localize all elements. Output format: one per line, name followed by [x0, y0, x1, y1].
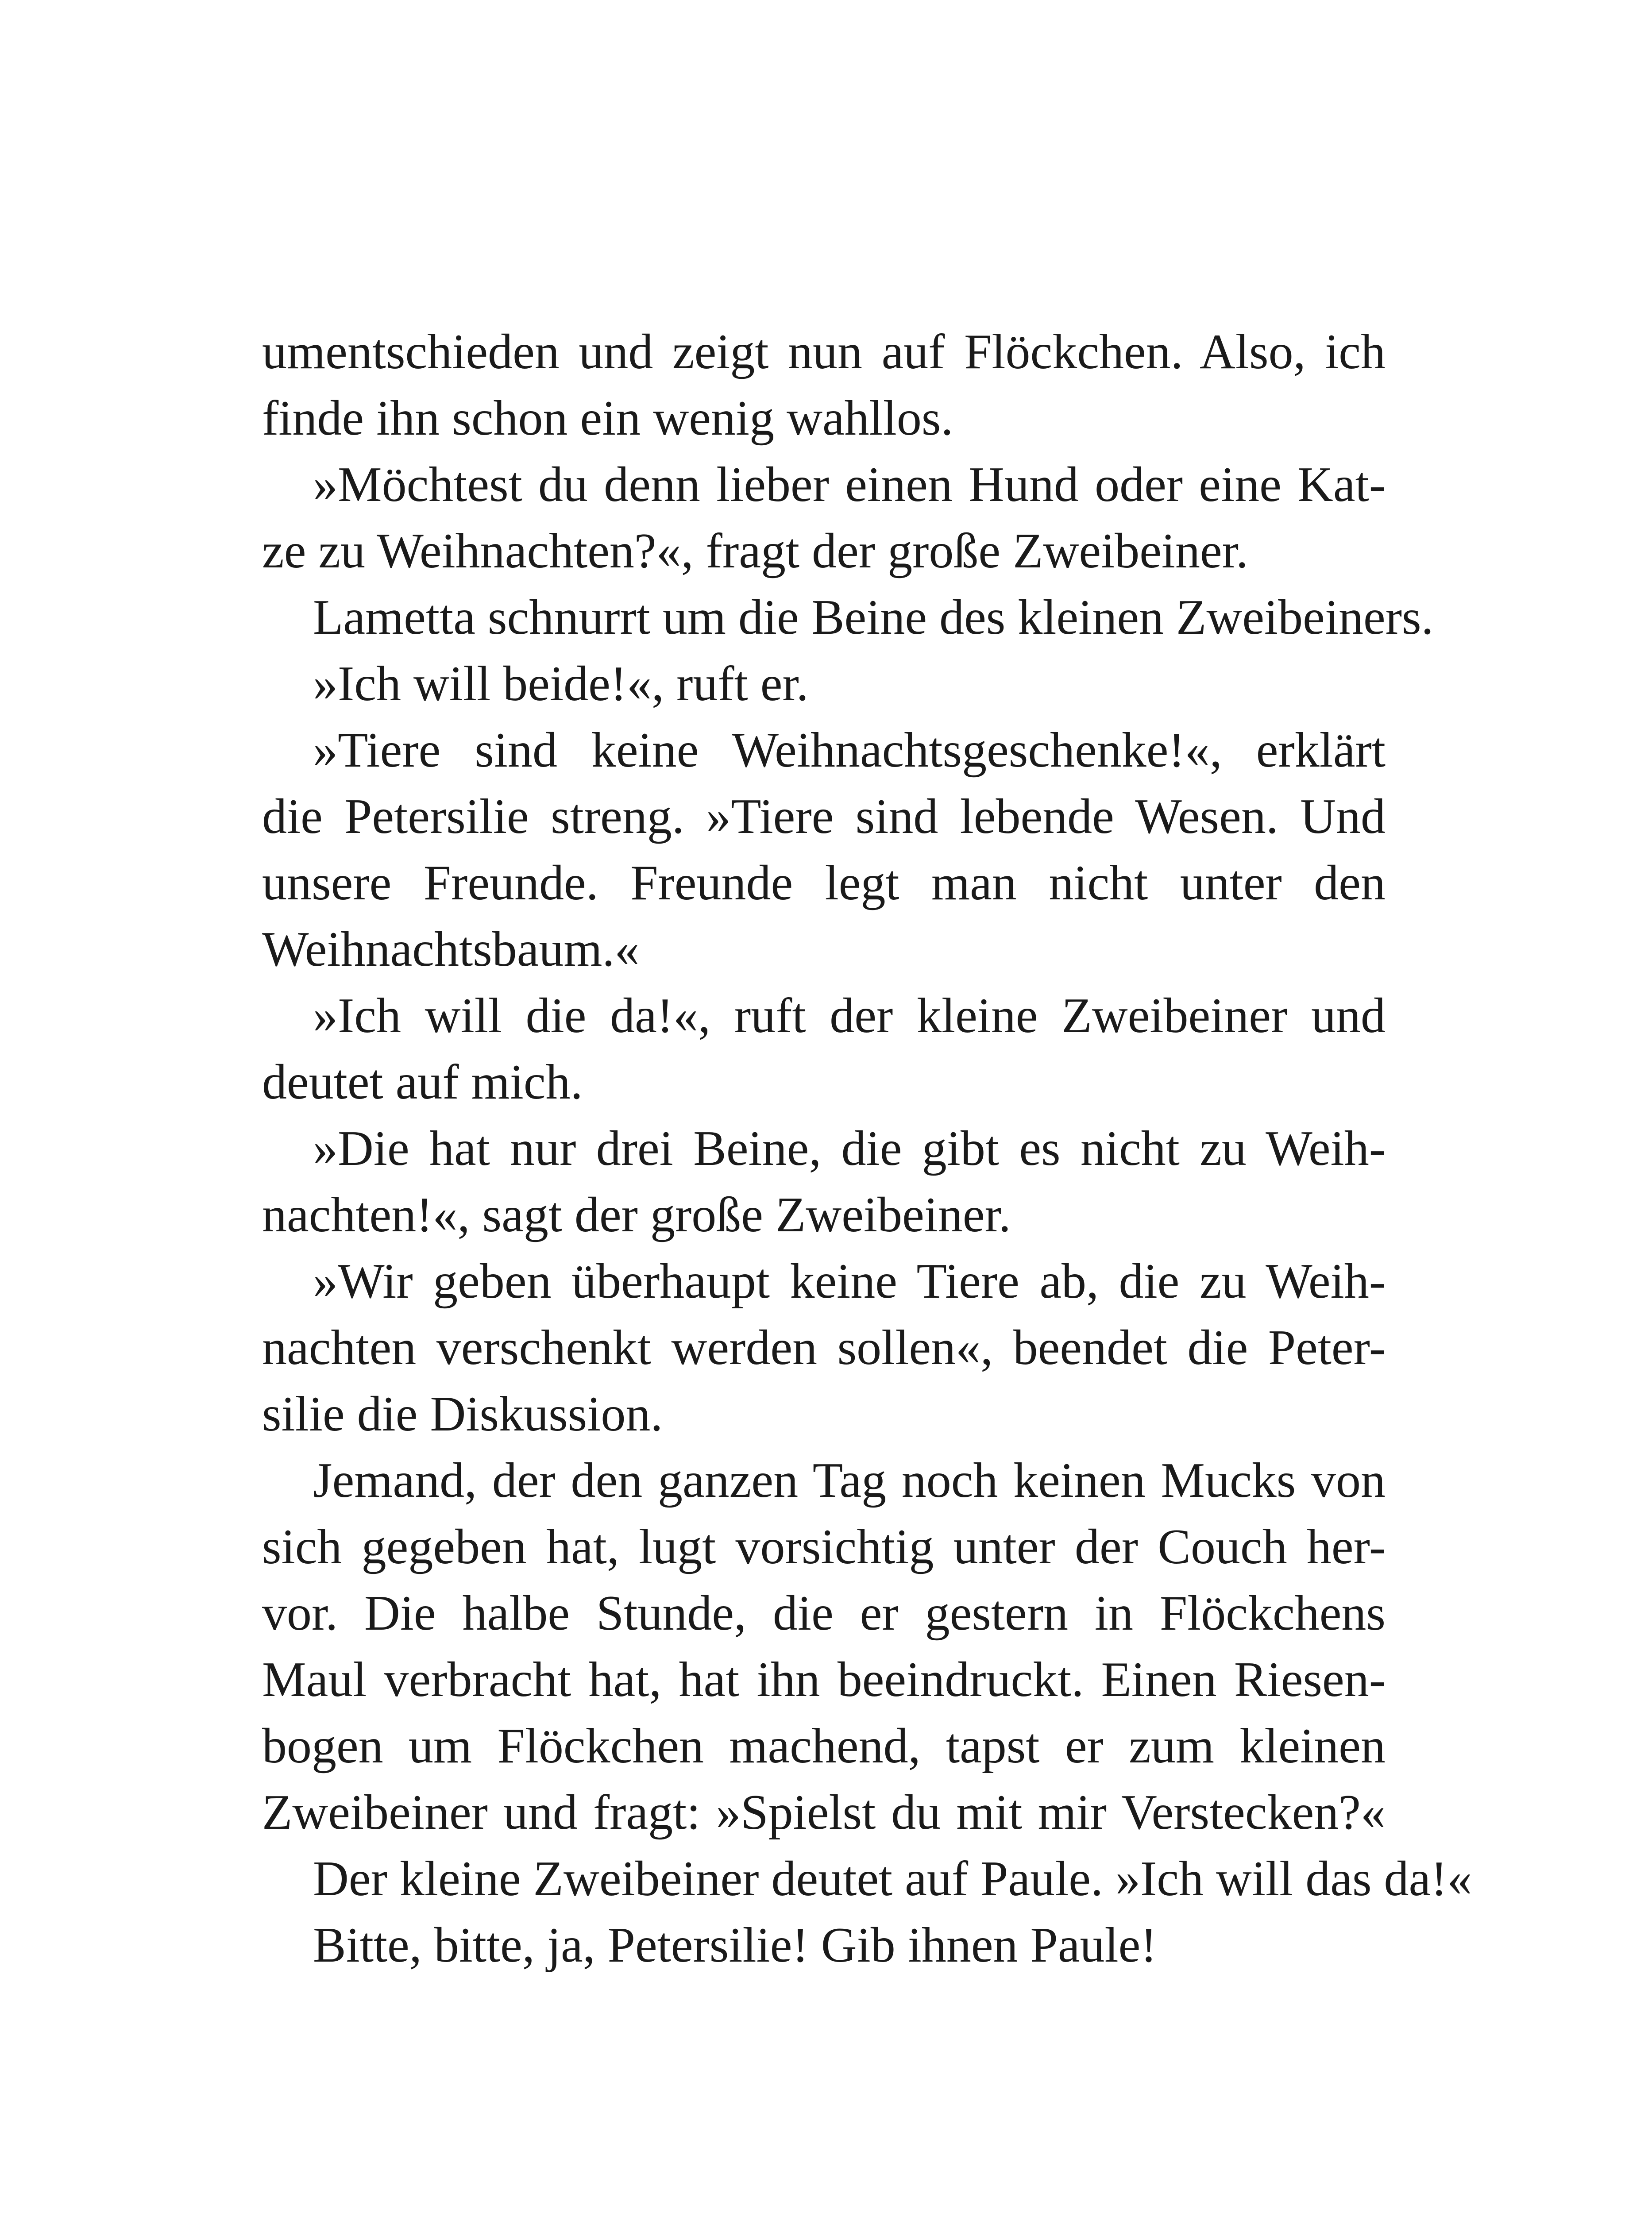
text-line: deutet auf mich. [262, 1055, 583, 1110]
text-line: »Ich will beide!«, ruft er. [313, 656, 809, 711]
text-line: sich gegeben hat, lugt vorsichtig unter der Couch her- [262, 1519, 1386, 1574]
text-line: nachten verschenkt werden sollen«, beendet die Peter- [262, 1320, 1386, 1375]
text-line: Lametta schnurrt um die Beine des kleinen Zweibeiners. [313, 590, 1434, 645]
text-line: finde ihn schon ein wenig wahllos. [262, 391, 953, 446]
text-line: »Ich will die da!«, ruft der kleine Zweibeiner und [313, 988, 1386, 1043]
text-line: »Tiere sind keine Weihnachtsgeschenke!«, erklärt [313, 723, 1386, 778]
text-line: nachten!«, sagt der große Zweibeiner. [262, 1187, 1011, 1242]
text-line: »Wir geben überhaupt keine Tiere ab, die zu Weih- [313, 1254, 1386, 1309]
text-line: unsere Freunde. Freunde legt man nicht unter den [262, 856, 1386, 910]
text-line: Weihnachtsbaum.« [262, 922, 640, 977]
text-line: »Die hat nur drei Beine, die gibt es nicht zu Weih- [313, 1121, 1386, 1176]
text-line: silie die Diskussion. [262, 1387, 663, 1442]
text-line: ze zu Weihnachten?«, fragt der große Zweibeiner. [262, 524, 1248, 578]
text-line: vor. Die halbe Stunde, die er gestern in Flöckchens [262, 1586, 1386, 1641]
text-line: bogen um Flöckchen machend, tapst er zum kleinen [262, 1719, 1386, 1773]
text-line: Maul verbracht hat, hat ihn beeindruckt. Einen Riesen- [262, 1652, 1386, 1707]
text-line: Zweibeiner und fragt: »Spielst du mit mir Verstecken?« [262, 1785, 1386, 1840]
text-line: umentschieden und zeigt nun auf Flöckchen. Also, ich [262, 324, 1386, 379]
text-line: die Petersilie streng. »Tiere sind lebende Wesen. Und [262, 789, 1386, 844]
text-line: Bitte, bitte, ja, Petersilie! Gib ihnen Paule! [313, 1918, 1157, 1973]
text-line: Der kleine Zweibeiner deutet auf Paule. »Ich will das da!« [313, 1851, 1472, 1906]
text-line: »Möchtest du denn lieber einen Hund oder eine Kat- [313, 457, 1386, 512]
text-line: Jemand, der den ganzen Tag noch keinen Mucks von [313, 1453, 1386, 1508]
